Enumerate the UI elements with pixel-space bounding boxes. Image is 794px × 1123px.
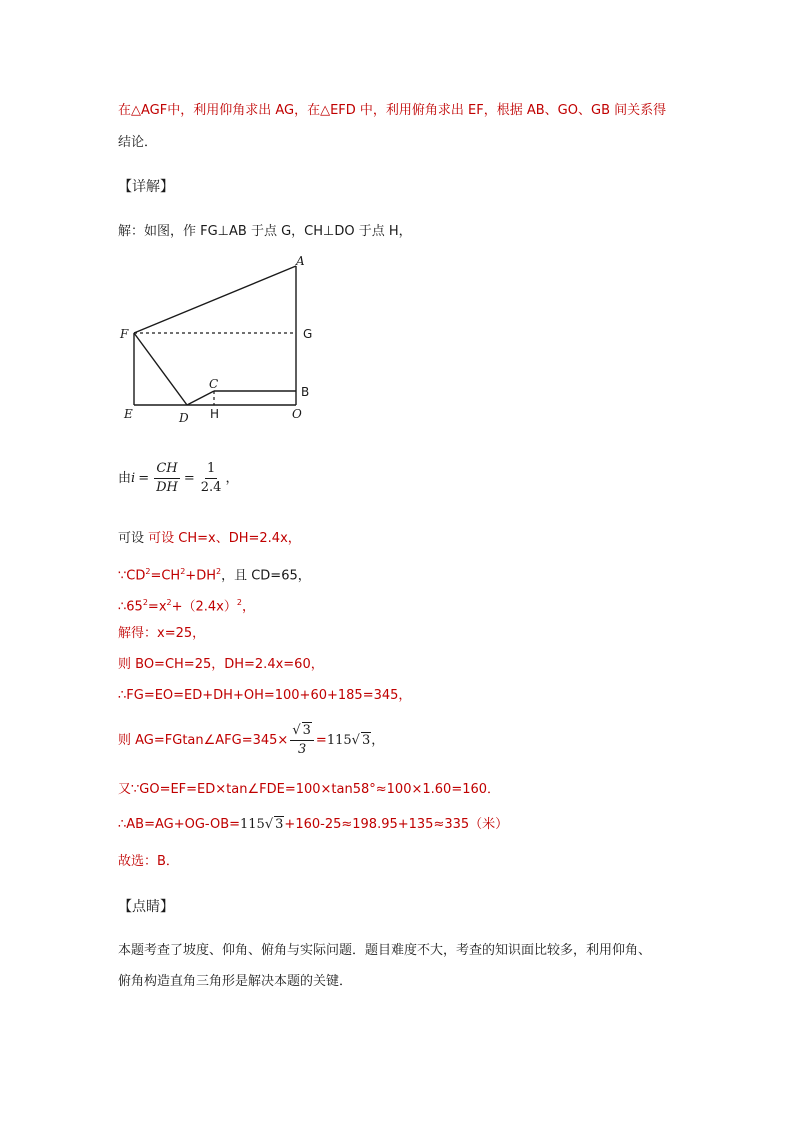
line-DC xyxy=(187,391,214,405)
comment-line-1: 本题考查了坡度、仰角、俯角与实际问题．题目难度不大，考查的知识面比较多，利用仰角、 xyxy=(118,943,652,958)
label-E: E xyxy=(124,407,133,421)
line-FA xyxy=(134,266,296,333)
geometry-diagram xyxy=(115,250,325,425)
answer-line: 故选：B． xyxy=(118,854,179,869)
comment-line-2: 俯角构造直角三角形是解决本题的关键． xyxy=(118,974,353,989)
slope-suffix: ， xyxy=(225,471,239,486)
slope-fraction-1 xyxy=(154,460,180,497)
line-FD xyxy=(134,333,187,405)
label-D: D xyxy=(179,411,189,425)
slope-numerator: CH xyxy=(154,460,179,479)
step-3: $\therefore 65^2=x^2+(2.4x)^2$， xyxy=(118,598,255,615)
label-H: H xyxy=(210,407,220,421)
slope-denominator: DH xyxy=(156,480,178,495)
slope-fraction-2 xyxy=(199,460,224,497)
step-1-text: 可设 CH=x、DH=2.4x， xyxy=(148,531,301,546)
step-4: 解得：x=25， xyxy=(118,626,206,641)
slope-equation xyxy=(118,460,238,497)
step-1: 可设 可设 CH=x、DH=2.4x， xyxy=(118,531,301,546)
comment-heading: 【点睛】 xyxy=(118,899,174,915)
ag-equation: 则 AG=FGtan∠AFG=345× $\frac{√ 3}{3}$ =115√ 3， xyxy=(118,723,385,757)
step-5: 则 BO=CH=25，DH=2.4x=60， xyxy=(118,657,324,672)
slope-eq-sign-2: = xyxy=(183,471,195,486)
step-2: $\because CD^2=CH^2+DH^2$，且 CD=65， xyxy=(118,567,311,584)
detail-heading: 【详解】 xyxy=(118,179,174,195)
label-C: C xyxy=(209,377,219,391)
slope-denominator-2: 2.4 xyxy=(200,480,222,495)
step-6: ∴FG=EO=ED+DH+OH=100+60+185=345， xyxy=(118,688,412,703)
ag-prefix: 则 AG=FGtan∠AFG=345× xyxy=(118,733,289,748)
slope-var: i xyxy=(131,471,136,486)
intro-line-2: 结论． xyxy=(118,135,158,150)
ag-fraction: $\frac{√ 3}{3}$ xyxy=(290,722,314,759)
solution-intro: 解：如图，作 FG⊥AB 于点 G，CH⊥DO 于点 H， xyxy=(118,224,412,239)
label-O: O xyxy=(292,407,302,421)
intro-line-1: 在△AGF中，利用仰角求出 AG，在△EFD 中，利用俯角求出 EF，根据 AB、GO、GB 间关系得 xyxy=(118,103,667,118)
label-G: G xyxy=(303,327,313,341)
go-line: 又∵GO=EF=ED×tan∠FDE=100×tan58°≈100×1.60=160． xyxy=(118,782,501,797)
label-F: F xyxy=(120,327,129,341)
label-A: A xyxy=(296,254,305,268)
slope-numerator-2: 1 xyxy=(205,460,217,479)
label-B: B xyxy=(301,385,310,399)
slope-prefix: 由 xyxy=(118,471,132,486)
ab-equation: ∴AB=AG+OG-OB=115√ 3+160-25≈198.95+135≈335（米） xyxy=(118,817,509,832)
slope-eq-sign: = xyxy=(138,471,150,486)
